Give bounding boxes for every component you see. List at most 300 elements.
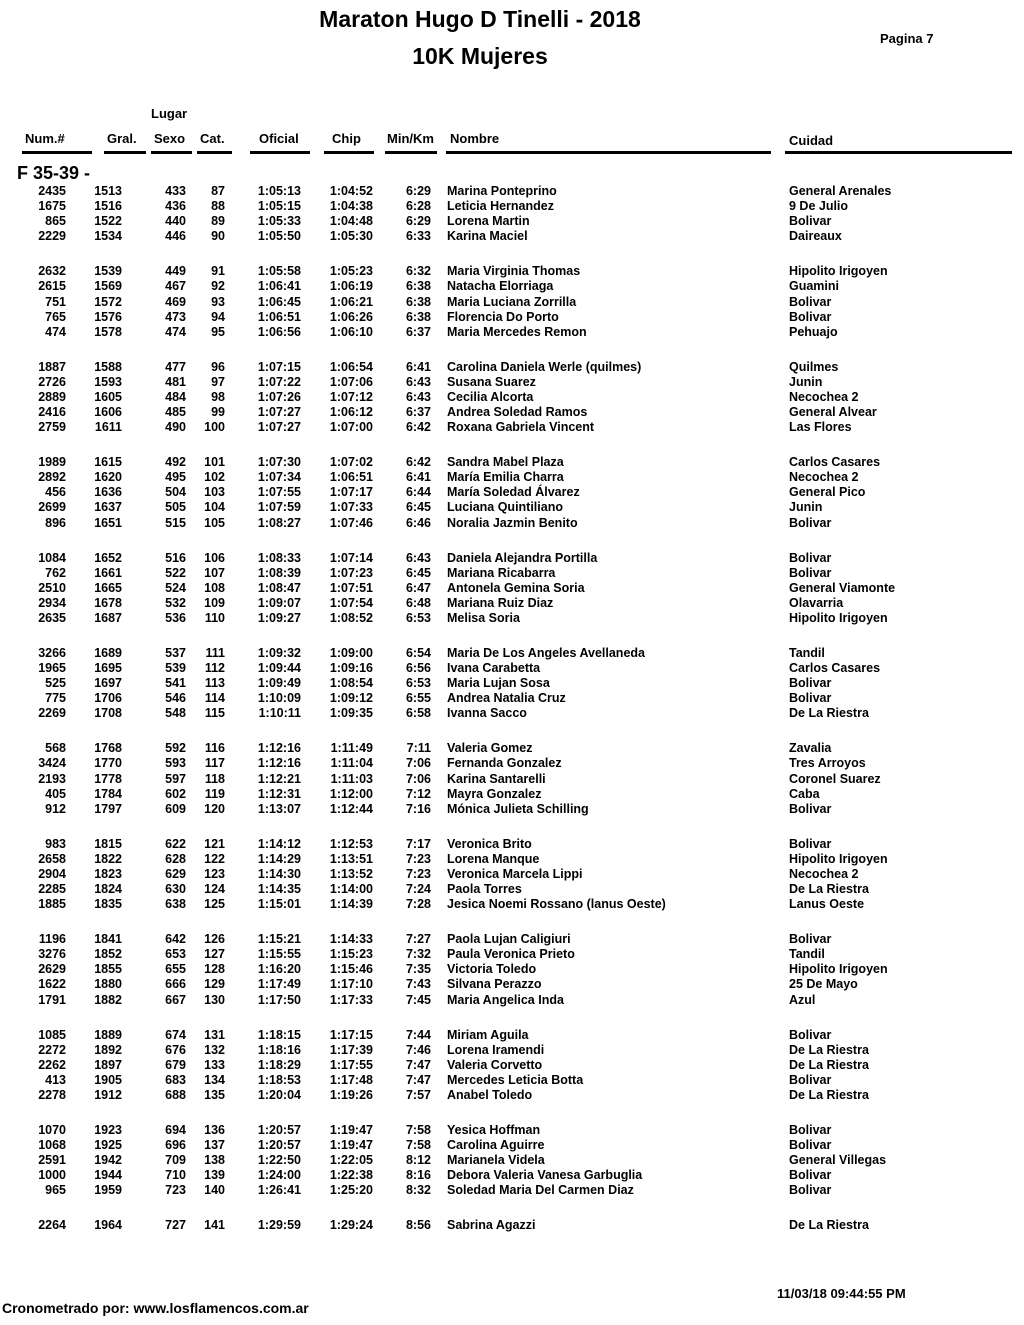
runner-name: Miriam Aguila: [447, 1027, 529, 1042]
gender-place: 449: [165, 264, 186, 279]
runner-name: Victoria Toledo: [447, 962, 537, 977]
bib-number: 983: [45, 836, 66, 851]
runner-city: 9 De Julio: [789, 199, 849, 214]
chip-time: 1:25:20: [329, 1183, 373, 1198]
gender-place: 727: [165, 1218, 186, 1233]
category-place: 99: [211, 405, 225, 419]
official-time: 1:05:50: [257, 229, 301, 244]
overall-place: 1797: [94, 801, 122, 816]
runner-name: Daniela Alejandra Portilla: [447, 550, 598, 565]
gender-place: 436: [165, 199, 186, 214]
category-place: 122: [204, 851, 225, 866]
runner-name: Andrea Natalia Cruz: [447, 691, 566, 706]
official-time: 1:09:07: [257, 595, 301, 610]
overall-place: 1855: [94, 962, 122, 977]
runner-name: Paola Torres: [447, 882, 522, 896]
table-row: [0, 581, 1024, 596]
chip-time: 1:07:02: [329, 455, 373, 470]
official-time: 1:07:55: [257, 485, 301, 500]
runner-city: Bolivar: [789, 294, 832, 309]
runner-name: Veronica Marcela Lippi: [447, 866, 583, 881]
official-time: 1:10:09: [257, 691, 301, 706]
chip-time: 1:13:51: [329, 851, 373, 866]
table-row: [0, 310, 1024, 325]
overall-place: 1651: [94, 515, 122, 530]
runner-city: Quilmes: [789, 359, 839, 374]
chip-time: 1:05:23: [329, 264, 373, 279]
category-place: 100: [204, 420, 225, 435]
overall-place: 1513: [94, 184, 122, 198]
overall-place: 1593: [94, 374, 122, 389]
col-header-cat: Cat.: [200, 131, 225, 146]
chip-time: 1:17:15: [329, 1027, 373, 1042]
overall-place: 1912: [94, 1087, 122, 1102]
category-place: 98: [211, 389, 225, 404]
gender-place: 524: [165, 580, 186, 595]
overall-place: 1578: [94, 324, 122, 339]
table-row: [0, 485, 1024, 500]
runner-name: Melisa Soria: [447, 610, 520, 625]
gender-place: 546: [165, 691, 186, 706]
table-row: [0, 1138, 1024, 1153]
table-row: [0, 772, 1024, 787]
pace: 6:41: [405, 359, 431, 374]
chip-time: 1:04:52: [329, 184, 373, 198]
overall-place: 1516: [94, 199, 122, 214]
table-row: [0, 566, 1024, 581]
chip-time: 1:15:46: [329, 962, 373, 977]
chip-time: 1:17:39: [329, 1042, 373, 1057]
runner-name: Fernanda Gonzalez: [447, 756, 562, 771]
gender-place: 473: [165, 309, 186, 324]
runner-name: Carolina Daniela Werle (quilmes): [447, 359, 642, 374]
category-place: 118: [204, 771, 225, 786]
bib-number: 2934: [38, 595, 66, 610]
overall-place: 1815: [94, 836, 122, 851]
gender-place: 683: [165, 1072, 186, 1087]
runner-city: Bolivar: [789, 691, 832, 706]
chip-time: 1:17:33: [329, 992, 373, 1007]
official-time: 1:12:31: [257, 786, 301, 801]
bib-number: 2615: [38, 279, 66, 294]
overall-place: 1897: [94, 1057, 122, 1072]
chip-time: 1:06:21: [329, 294, 373, 309]
table-row: [0, 962, 1024, 977]
runner-name: Natacha Elorriaga: [447, 279, 554, 294]
runner-city: Bolivar: [789, 565, 832, 580]
table-row: [0, 977, 1024, 992]
table-row: [0, 691, 1024, 706]
runner-name: Ivanna Sacco: [447, 706, 527, 721]
official-time: 1:29:59: [257, 1218, 301, 1233]
official-time: 1:05:58: [257, 264, 301, 279]
official-time: 1:07:59: [257, 500, 301, 515]
gender-place: 592: [165, 741, 186, 756]
pace: 7:58: [405, 1122, 431, 1137]
chip-time: 1:09:00: [329, 645, 373, 660]
gender-place: 710: [165, 1168, 186, 1183]
overall-place: 1687: [94, 610, 122, 625]
runner-name: Susana Suarez: [447, 374, 536, 389]
gender-place: 469: [165, 294, 186, 309]
gender-place: 655: [165, 962, 186, 977]
runner-city: Tandil: [789, 947, 825, 962]
category-place: 103: [204, 485, 225, 500]
col-header-num: Num.#: [25, 131, 65, 146]
category-place: 107: [204, 565, 225, 580]
official-time: 1:06:56: [257, 324, 301, 339]
table-row: [0, 229, 1024, 244]
category-place: 136: [204, 1122, 225, 1137]
pace: 7:44: [405, 1027, 431, 1042]
chip-time: 1:19:47: [329, 1122, 373, 1137]
chip-time: 1:14:00: [329, 882, 373, 896]
runner-city: De La Riestra: [789, 1218, 869, 1233]
overall-place: 1652: [94, 550, 122, 565]
table-row: [0, 706, 1024, 721]
table-row: [0, 1218, 1024, 1233]
official-time: 1:10:11: [258, 706, 301, 721]
pace: 6:38: [405, 279, 431, 294]
pace: 7:16: [405, 801, 431, 816]
table-row: [0, 756, 1024, 771]
chip-time: 1:17:55: [329, 1057, 373, 1072]
table-row: [0, 802, 1024, 817]
runner-name: Valeria Corvetto: [447, 1057, 543, 1072]
runner-city: Bolivar: [789, 550, 832, 565]
bib-number: 765: [45, 309, 66, 324]
gender-place: 484: [165, 389, 186, 404]
runner-city: Tandil: [789, 645, 825, 660]
official-time: 1:17:50: [257, 992, 301, 1007]
official-time: 1:06:41: [257, 279, 301, 294]
bib-number: 2658: [38, 851, 66, 866]
runner-name: Leticia Hernandez: [447, 199, 554, 214]
bib-number: 1791: [38, 992, 66, 1007]
category-place: 117: [204, 756, 225, 771]
gender-place: 492: [165, 455, 186, 470]
overall-place: 1606: [94, 405, 122, 419]
runner-name: Marina Ponteprino: [447, 184, 557, 198]
category-place: 140: [204, 1183, 225, 1198]
bib-number: 1085: [38, 1027, 66, 1042]
overall-place: 1944: [94, 1168, 122, 1183]
official-time: 1:07:15: [257, 359, 301, 374]
pace: 7:43: [405, 977, 431, 992]
category-place: 102: [204, 470, 225, 485]
overall-place: 1576: [94, 309, 122, 324]
gender-place: 629: [165, 866, 186, 881]
page-number: Pagina 7: [880, 31, 934, 46]
pace: 6:46: [405, 515, 431, 530]
official-time: 1:07:22: [257, 374, 301, 389]
print-timestamp: 11/03/18 09:44:55 PM: [777, 1286, 906, 1301]
category-place: 114: [204, 691, 225, 706]
bib-number: 1196: [38, 932, 66, 947]
table-row: [0, 500, 1024, 515]
overall-place: 1824: [94, 882, 122, 896]
runner-city: Bolivar: [789, 1072, 832, 1087]
table-row: [0, 1028, 1024, 1043]
overall-place: 1637: [94, 500, 122, 515]
runner-city: Carlos Casares: [789, 661, 881, 675]
overall-place: 1889: [94, 1027, 122, 1042]
bib-number: 2889: [38, 389, 66, 404]
bib-number: 965: [45, 1183, 66, 1198]
table-row: [0, 1183, 1024, 1198]
gender-place: 723: [165, 1183, 186, 1198]
runner-city: General Viamonte: [789, 580, 896, 595]
runner-name: Paola Lujan Caligiuri: [447, 932, 571, 947]
official-time: 1:20:57: [257, 1122, 301, 1137]
official-time: 1:22:50: [257, 1153, 301, 1168]
runner-city: Necochea 2: [789, 866, 859, 881]
pace: 7:06: [405, 771, 431, 786]
category-place: 87: [211, 184, 225, 198]
chip-time: 1:22:05: [329, 1153, 373, 1168]
col-header-chip: Chip: [332, 131, 361, 146]
runner-city: General Pico: [789, 485, 866, 500]
category-place: 88: [211, 199, 225, 214]
gender-place: 696: [165, 1138, 186, 1152]
col-header-nombre: Nombre: [450, 131, 500, 146]
runner-name: Sabrina Agazzi: [447, 1218, 536, 1233]
overall-place: 1852: [94, 947, 122, 962]
chip-time: 1:04:48: [329, 214, 373, 229]
category-place: 101: [204, 455, 225, 470]
gender-place: 536: [165, 610, 186, 625]
runner-city: Hipolito Irigoyen: [789, 610, 888, 625]
runner-name: Marianela Videla: [447, 1153, 545, 1168]
official-time: 1:08:47: [257, 580, 301, 595]
official-time: 1:12:21: [257, 771, 301, 786]
gender-place: 638: [165, 897, 186, 912]
bib-number: 3424: [38, 756, 66, 771]
bib-number: 751: [45, 294, 66, 309]
category-place: 113: [204, 676, 225, 691]
chip-time: 1:15:23: [329, 947, 373, 962]
official-time: 1:26:41: [257, 1183, 301, 1198]
runner-name: Karina Maciel: [447, 229, 528, 244]
overall-place: 1942: [94, 1153, 122, 1168]
gender-place: 676: [165, 1042, 186, 1057]
pace: 6:45: [405, 500, 431, 515]
pace: 6:29: [405, 214, 431, 229]
bib-number: 1000: [38, 1168, 66, 1183]
runner-city: Caba: [789, 786, 820, 801]
chip-time: 1:11:04: [330, 756, 373, 771]
bib-number: 2416: [38, 405, 66, 419]
chip-time: 1:06:51: [329, 470, 373, 485]
gender-place: 516: [165, 550, 186, 565]
category-place: 124: [204, 882, 225, 896]
pace: 6:32: [405, 264, 431, 279]
category-place: 115: [204, 706, 225, 721]
table-row: [0, 596, 1024, 611]
table-row: [0, 932, 1024, 947]
bib-number: 2229: [38, 229, 66, 244]
bib-number: 2272: [38, 1042, 66, 1057]
bib-number: 568: [45, 741, 66, 756]
bib-number: 474: [45, 324, 66, 339]
pace: 6:42: [405, 420, 431, 435]
table-row: [0, 325, 1024, 340]
chip-time: 1:29:24: [329, 1218, 373, 1233]
gender-place: 630: [165, 882, 186, 896]
table-row: [0, 852, 1024, 867]
gender-place: 539: [165, 661, 186, 675]
table-row: [0, 470, 1024, 485]
overall-place: 1841: [94, 932, 122, 947]
pace: 6:53: [405, 610, 431, 625]
chip-time: 1:06:12: [329, 405, 373, 419]
runner-city: Bolivar: [789, 1168, 832, 1183]
col-header-oficial: Oficial: [259, 131, 299, 146]
overall-place: 1572: [94, 294, 122, 309]
overall-place: 1615: [94, 455, 122, 470]
table-row: [0, 420, 1024, 435]
table-row: [0, 1073, 1024, 1088]
runner-city: Bolivar: [789, 1183, 832, 1198]
table-row: [0, 611, 1024, 626]
chip-time: 1:12:00: [329, 786, 373, 801]
gender-place: 602: [165, 786, 186, 801]
gender-place: 537: [165, 645, 186, 660]
overall-place: 1588: [94, 359, 122, 374]
table-row: [0, 1168, 1024, 1183]
overall-place: 1778: [94, 771, 122, 786]
runner-city: Bolivar: [789, 801, 832, 816]
timing-credit: Cronometrado por: www.losflamencos.com.ar: [2, 1300, 309, 1316]
pace: 7:35: [405, 962, 431, 977]
chip-time: 1:12:44: [329, 801, 373, 816]
runner-name: Yesica Hoffman: [447, 1122, 541, 1137]
pace: 8:56: [405, 1218, 431, 1233]
overall-place: 1697: [94, 676, 122, 691]
pace: 7:12: [405, 786, 431, 801]
runner-name: Ivana Carabetta: [447, 661, 541, 675]
bib-number: 2892: [38, 470, 66, 485]
category-place: 95: [211, 324, 225, 339]
overall-place: 1706: [94, 691, 122, 706]
pace: 7:17: [405, 836, 431, 851]
runner-name: Mariana Ricabarra: [447, 565, 556, 580]
overall-place: 1964: [94, 1218, 122, 1233]
chip-time: 1:07:23: [329, 565, 373, 580]
chip-time: 1:07:46: [329, 515, 373, 530]
bib-number: 865: [45, 214, 66, 229]
bib-number: 775: [45, 691, 66, 706]
category-place: 90: [211, 229, 225, 244]
bib-number: 1622: [38, 977, 66, 992]
category-place: 94: [211, 309, 225, 324]
table-row: [0, 741, 1024, 756]
overall-place: 1678: [94, 595, 122, 610]
chip-time: 1:19:47: [329, 1138, 373, 1152]
table-row: [0, 1123, 1024, 1138]
runner-city: 25 De Mayo: [789, 977, 858, 992]
gender-place: 593: [165, 756, 186, 771]
gender-place: 597: [165, 771, 186, 786]
bib-number: 2632: [38, 264, 66, 279]
bib-number: 405: [45, 786, 66, 801]
category-place: 112: [204, 661, 225, 675]
pace: 6:45: [405, 565, 431, 580]
gender-place: 548: [165, 706, 186, 721]
runner-city: Hipolito Irigoyen: [789, 264, 888, 279]
official-time: 1:09:32: [257, 645, 301, 660]
table-row: [0, 837, 1024, 852]
chip-time: 1:07:06: [329, 374, 373, 389]
overall-place: 1822: [94, 851, 122, 866]
table-row: [0, 455, 1024, 470]
chip-time: 1:06:10: [329, 324, 373, 339]
table-row: [0, 516, 1024, 531]
runner-name: Roxana Gabriela Vincent: [447, 420, 595, 435]
runner-name: María Soledad Álvarez: [447, 485, 580, 500]
official-time: 1:16:20: [257, 962, 301, 977]
chip-time: 1:22:38: [329, 1168, 373, 1183]
category-place: 126: [204, 932, 225, 947]
runner-name: Sandra Mabel Plaza: [447, 455, 564, 470]
runner-name: Anabel Toledo: [447, 1087, 533, 1102]
official-time: 1:08:27: [257, 515, 301, 530]
official-time: 1:14:30: [257, 866, 301, 881]
category-place: 121: [204, 836, 225, 851]
table-row: [0, 184, 1024, 199]
category-place: 111: [205, 645, 225, 660]
chip-time: 1:11:03: [330, 771, 373, 786]
pace: 7:11: [406, 741, 431, 756]
runner-name: Mercedes Leticia Botta: [447, 1072, 584, 1087]
category-place: 141: [204, 1218, 225, 1233]
runner-name: Maria Virginia Thomas: [447, 264, 581, 279]
runner-name: Maria Angelica Inda: [447, 992, 564, 1007]
pace: 6:37: [405, 405, 431, 419]
official-time: 1:07:27: [257, 420, 301, 435]
bib-number: 912: [45, 801, 66, 816]
category-place: 135: [204, 1087, 225, 1102]
official-time: 1:14:12: [257, 836, 301, 851]
pace: 7:23: [405, 851, 431, 866]
runner-name: María Emilia Charra: [447, 470, 564, 485]
pace: 6:43: [405, 374, 431, 389]
table-row: [0, 1153, 1024, 1168]
runner-city: Zavalia: [789, 741, 832, 756]
official-time: 1:09:49: [257, 676, 301, 691]
gender-place: 653: [165, 947, 186, 962]
category-place: 116: [204, 741, 225, 756]
category-place: 132: [204, 1042, 225, 1057]
gender-place: 485: [165, 405, 186, 419]
table-row: [0, 882, 1024, 897]
runner-name: Karina Santarelli: [447, 771, 546, 786]
runner-name: Debora Valeria Vanesa Garbuglia: [447, 1168, 643, 1183]
overall-place: 1689: [94, 645, 122, 660]
runner-name: Jesica Noemi Rossano (lanus Oeste): [447, 897, 666, 912]
overall-place: 1661: [94, 565, 122, 580]
official-time: 1:05:15: [257, 199, 301, 214]
table-row: [0, 199, 1024, 214]
runner-name: Lorena Martin: [447, 214, 530, 229]
official-time: 1:15:01: [257, 897, 301, 912]
gender-place: 541: [165, 676, 186, 691]
table-row: [0, 993, 1024, 1008]
bib-number: 2904: [38, 866, 66, 881]
bib-number: 2726: [38, 374, 66, 389]
runner-city: Tres Arroyos: [789, 756, 866, 771]
overall-place: 1636: [94, 485, 122, 500]
